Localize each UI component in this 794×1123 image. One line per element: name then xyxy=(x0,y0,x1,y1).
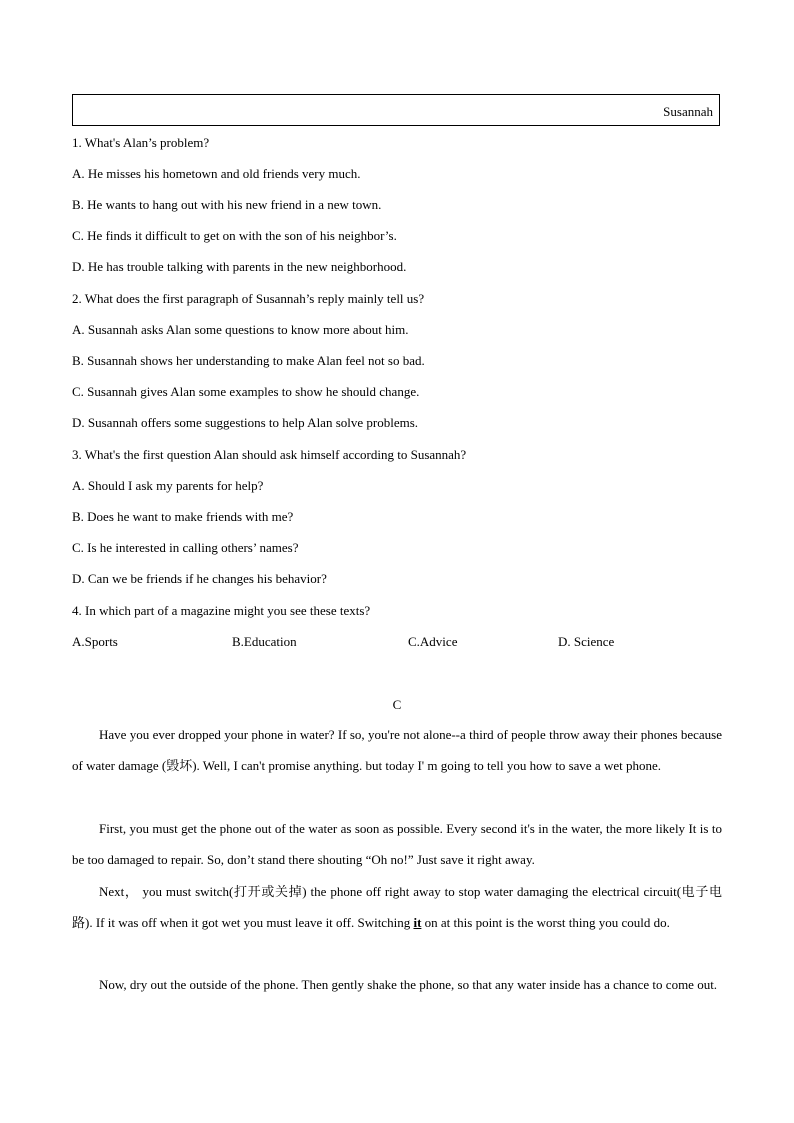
passage-paragraph-3 xyxy=(72,876,722,938)
section-title: C xyxy=(392,697,402,712)
question-3-option-c: C. Is he interested in calling others’ names? xyxy=(72,540,299,555)
question-4-option-d: D. Science xyxy=(558,634,615,649)
passage-paragraph-2: First, you must get the phone out of the water as soon as possible. Every second it's in the water, the more likely It is to be too damaged to repair. So, don’t stand there shouting “Oh no!” Just save it right away. xyxy=(72,821,722,867)
question-4-option-a: A.Sports xyxy=(72,634,118,649)
question-2-option-d: D. Susannah offers some suggestions to help Alan solve problems. xyxy=(72,415,419,430)
question-3-option-d: D. Can we be friends if he changes his behavior? xyxy=(72,571,327,586)
question-3-option-a: A. Should I ask my parents for help? xyxy=(72,478,264,493)
question-1-option-d: D. He has trouble talking with parents in the new neighborhood. xyxy=(72,259,407,274)
question-4-option-b: B.Education xyxy=(232,634,297,649)
question-4-option-c: C.Advice xyxy=(408,634,458,649)
question-2-option-b: B. Susannah shows her understanding to make Alan feel not so bad. xyxy=(72,353,425,368)
question-2-option-a: A. Susannah asks Alan some questions to know more about him. xyxy=(72,322,409,337)
question-2-stem: 2. What does the first paragraph of Susannah’s reply mainly tell us? xyxy=(72,291,425,306)
passage-paragraph-4: Now, dry out the outside of the phone. Then gently shake the phone, so that any water inside has a chance to come out. xyxy=(99,977,718,992)
question-1-option-c: C. He finds it difficult to get on with the son of his neighbor’s. xyxy=(72,228,397,243)
question-4-stem: 4. In which part of a magazine might you see these texts? xyxy=(72,603,371,618)
passage-paragraph-1: Have you ever dropped your phone in water? If so, you're not alone--a third of people throw away their phones because of water damage (毁坏). Well, I can't promise anything. but today I' m going to tell you how to save a wet phone. xyxy=(72,727,722,773)
question-1-option-a: A. He misses his hometown and old friends very much. xyxy=(72,166,361,181)
question-1-option-b: B. He wants to hang out with his new friend in a new town. xyxy=(72,197,382,212)
question-2-option-c: C. Susannah gives Alan some examples to show he should change. xyxy=(72,384,420,399)
paragraph-3-text-start: Next， you must switch(打开或关掉) the phone off right away to stop water damaging the electrical circuit(电子电路). If it was off when it got wet you must leave it off. Switching xyxy=(72,884,722,930)
question-1-stem: 1. What's Alan’s problem? xyxy=(72,135,210,150)
emphasized-word: it xyxy=(413,915,422,930)
question-3-stem: 3. What's the first question Alan should ask himself according to Susannah? xyxy=(72,447,467,462)
paragraph-3-text-end: on at this point is the worst thing you could do. xyxy=(421,915,670,930)
question-3-option-b: B. Does he want to make friends with me? xyxy=(72,509,294,524)
author-name: Susannah xyxy=(663,104,713,119)
header-box xyxy=(72,94,720,126)
